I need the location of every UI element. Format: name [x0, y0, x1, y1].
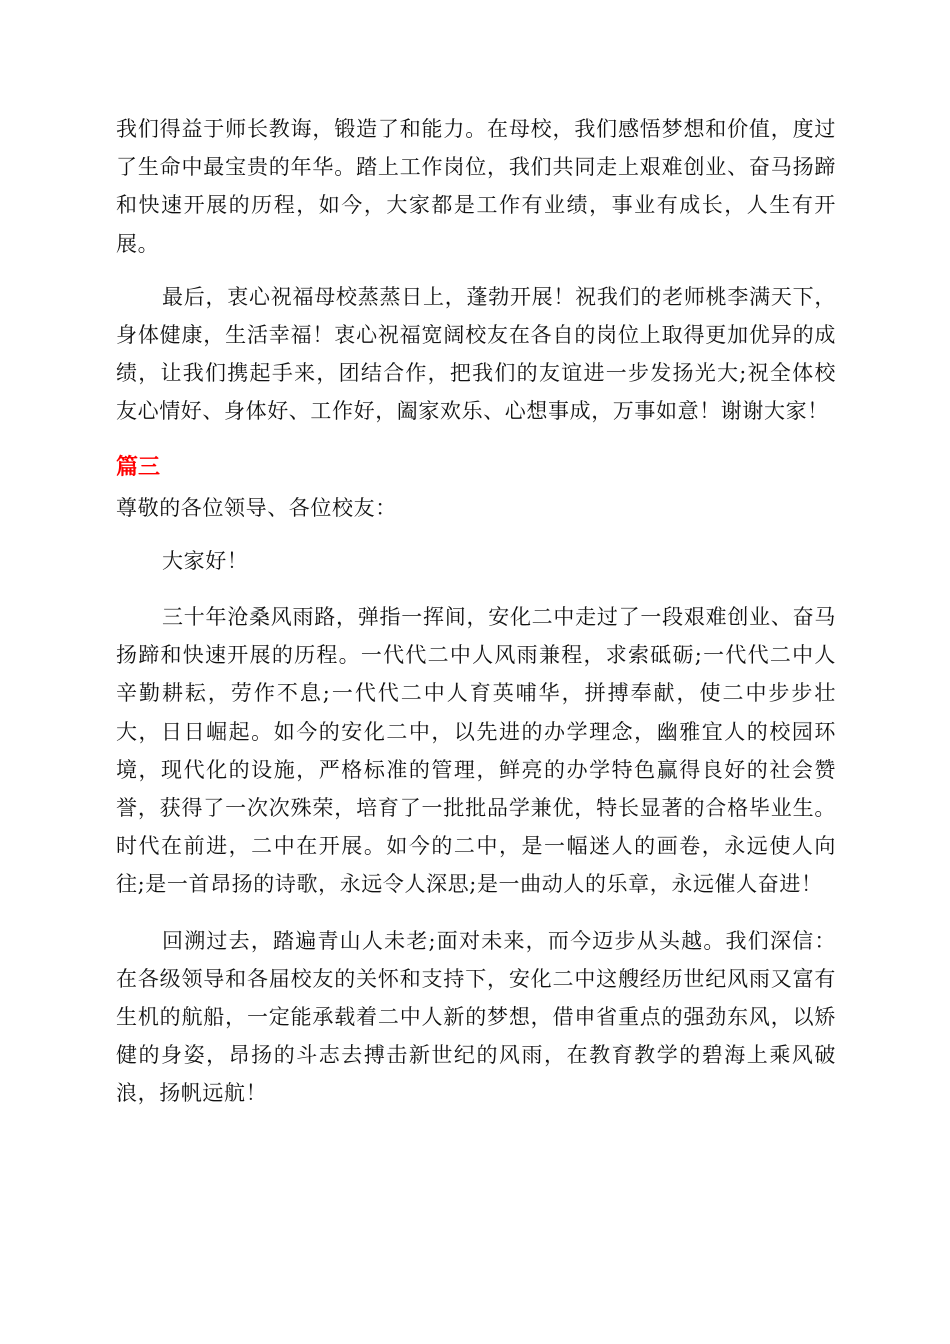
- paragraph-school-history: 三十年沧桑风雨路，弹指一挥间，安化二中走过了一段艰难创业、奋马扬蹄和快速开展的历程。一代代二中人风雨兼程，求索砥砺;一代代二中人辛勤耕耘，劳作不息;一代代二中人育英哺华，拼搏奉献，使二中步步壮大，日日崛起。如今的安化二中，以先进的办学理念，幽雅宜人的校园环境，现代化的设施，严格标准的管理，鲜亮的办学特色赢得良好的社会赞誉，获得了一次次殊荣，培育了一批批品学兼优，特长显著的合格毕业生。时代在前进，二中在开展。如今的二中，是一幅迷人的画卷，永远使人向往;是一首昂扬的诗歌，永远令人深思;是一曲动人的乐章，永远催人奋进！: [116, 605, 836, 897]
- paragraph-future-outlook: 回溯过去，踏遍青山人未老;面对未来，而今迈步从头越。我们深信：在各级领导和各届校友的关怀和支持下，安化二中这艘经历世纪风雨又富有生机的航船，一定能承载着二中人新的梦想，借申省重点的强劲东风，以矫健的身姿，昂扬的斗志去搏击新世纪的风雨，在教育教学的碧海上乘风破浪，扬帆远航！: [116, 928, 836, 1106]
- document-page: [116, 110, 836, 1113]
- paragraph-closing-wishes: 最后，衷心祝福母校蒸蒸日上，蓬勃开展！祝我们的老师桃李满天下，身体健康，生活幸福！衷心祝福宽阔校友在各自的岗位上取得更加优异的成绩，让我们携起手来，团结合作，把我们的友谊进一步发扬光大;祝全体校友心情好、身体好、工作好，阖家欢乐、心想事成，万事如意！谢谢大家！: [116, 284, 836, 424]
- salutation: 尊敬的各位领导、各位校友：: [116, 495, 397, 520]
- paragraph-alumni-growth: 我们得益于师长教诲，锻造了和能力。在母校，我们感悟梦想和价值，度过了生命中最宝贵的年华。踏上工作岗位，我们共同走上艰难创业、奋马扬蹄和快速开展的历程，如今，大家都是工作有业绩，事业有成长，人生有开展。: [116, 117, 836, 256]
- greeting: 大家好！: [162, 548, 249, 573]
- section-title: 篇三: [116, 454, 161, 480]
